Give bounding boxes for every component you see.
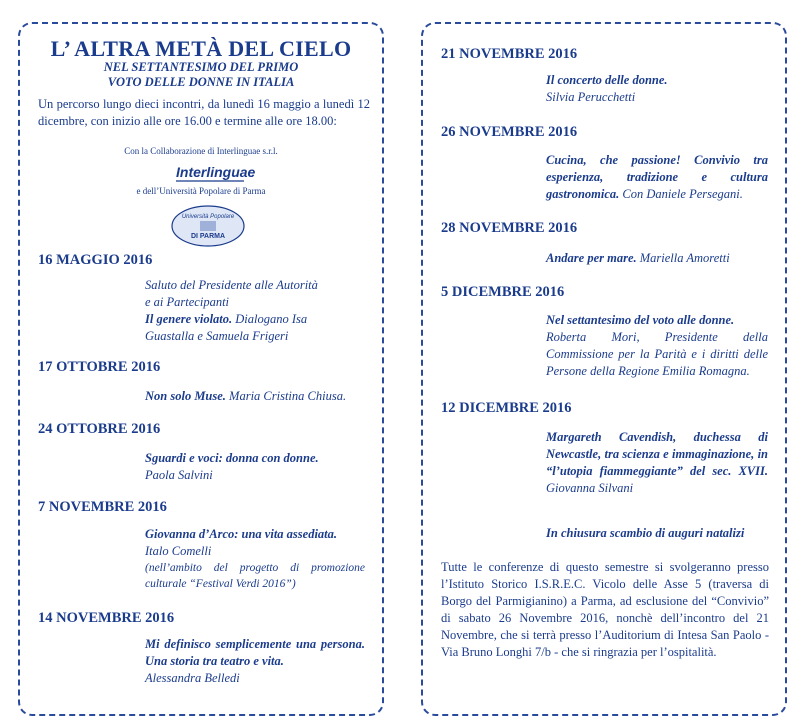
event-text: Non solo Muse. Maria Cristina Chiusa. [145,389,347,403]
event-date: 16 MAGGIO 2016 [38,252,153,268]
main-title: L’ ALTRA METÀ DEL CIELO [50,36,352,61]
event-date: 26 NOVEMBRE 2016 [441,124,578,140]
event-date: 14 NOVEMBRE 2016 [38,610,175,626]
venue-info: Tutte le conferenze di questo semestre si svolgeranno presso l’Istituto Storico I.S.R.E.C. Vicolo delle Asse 5 (traversa di Borgo del Parmigianino) a Parma, ad esclusione del “Convivio” di sabato 26 Novembre 2016, nonchè dell’incontro del 21 Novembre, che si terrà presso l’Auditorium di Intesa San Paolo - Via Bruno Longhi 7/b - che si ringrazia per l’ospitalità. [441,560,769,659]
upp-logo-bottom-text: DI PARMA [190,233,226,240]
event-text: Saluto del Presidente alle Autorità e ai Partecipanti Il genere violato. Dialogano Isa Guastalla e Samuela Frigeri [145,278,318,343]
interlinguae-logo [174,162,256,184]
event-date: 17 OTTOBRE 2016 [38,359,161,375]
event-text: Cucina, che passione! Convivio tra esperienza, tradizione e cultura gastronomica. Con Daniele Persegani. [546,153,768,201]
subtitle-2: VOTO DELLE DONNE IN ITALIA [107,75,295,89]
subtitle-1: NEL SETTANTESIMO DEL PRIMO [103,60,299,74]
event-text: Il concerto delle donne. Silvia Perucchetti [546,73,668,104]
event-text: Mi definisco semplicemente una persona. Una storia tra teatro e vita. Alessandra Belledi [145,637,365,685]
collaboration-line-1: Con la Collaborazione di Interlinguae s.r.l. [124,146,278,156]
event-date: 21 NOVEMBRE 2016 [441,46,578,62]
interlinguae-logo-text: Interlinguae [176,164,256,180]
event-text: Andare per mare. Mariella Amoretti [546,251,730,265]
event-text: Giovanna d’Arco: una vita assediata. Italo Comelli (nell’ambito del progetto di promozione culturale “Festival Verdi 2016”) [145,527,365,590]
closing-note: In chiusura scambio di auguri natalizi [546,526,745,540]
event-date: 24 OTTOBRE 2016 [38,421,161,437]
event-date: 7 NOVEMBRE 2016 [38,499,167,515]
event-text: Sguardi e voci: donna con donne. Paola Salvini [145,451,319,482]
event-text: Margareth Cavendish, duchessa di Newcastle, tra scienza e immaginazione, in “l’utopia fiammeggiante” del sec. XVII. Giovanna Silvani [546,430,768,495]
intro-text: Un percorso lungo dieci incontri, da lunedì 16 maggio a lunedì 12 dicembre, con inizio alle ore 16.00 e termine alle ore 18.00: [38,97,370,128]
collaboration-line-2: e dell’Università Popolare di Parma [136,186,266,196]
universita-popolare-logo [170,204,246,248]
left-panel [18,22,384,716]
upp-logo-top-text: Università Popolare [181,214,235,220]
event-date: 12 DICEMBRE 2016 [441,400,572,416]
event-date: 28 NOVEMBRE 2016 [441,220,578,236]
event-date: 5 DICEMBRE 2016 [441,284,565,300]
right-panel [421,22,787,716]
event-text: Nel settantesimo del voto alle donne. Roberta Mori, Presidente della Commissione per la Parità e i diritti delle Persone della Regione Emilia Romagna. [546,313,768,378]
